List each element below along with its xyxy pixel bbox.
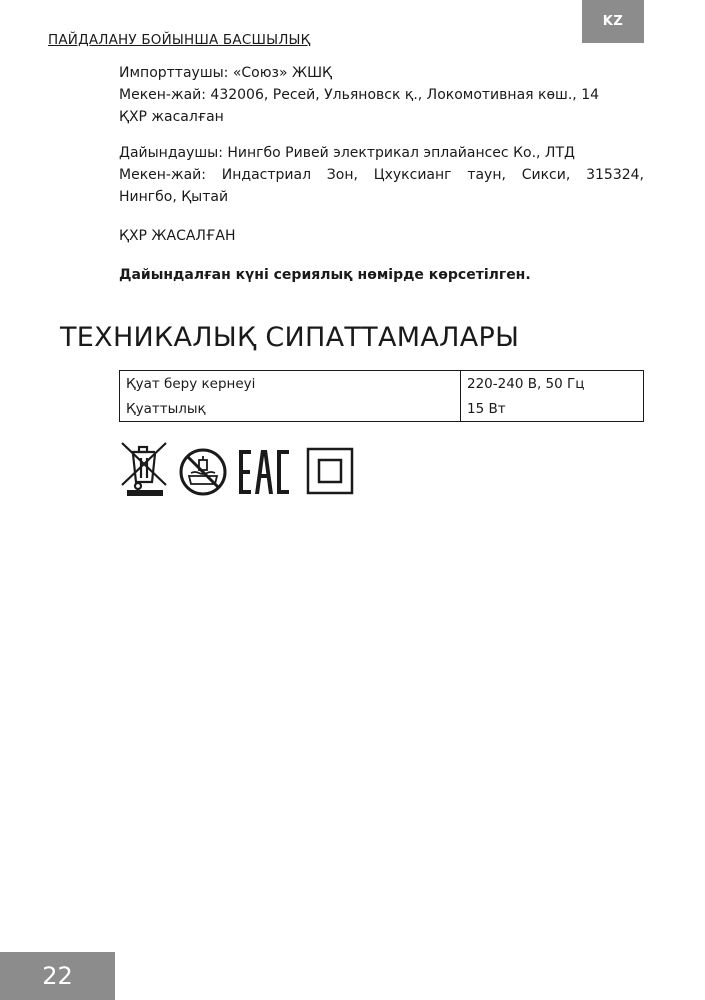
importer-block (119, 62, 644, 128)
table-row (120, 371, 644, 397)
importer-origin: ҚХР жасалған (119, 109, 224, 125)
manufacturer-block (119, 142, 644, 208)
made-in-text: ҚХР ЖАСАЛҒАН (119, 228, 236, 244)
eac-mark-icon (237, 448, 291, 496)
manufacturer-city: Нингбо, Қытай (119, 189, 229, 205)
manual-header-title: ПАЙДАЛАНУ БОЙЫНША БАСШЫЛЫҚ (48, 32, 311, 48)
spec-label: Қуаттылық (120, 396, 461, 422)
double-insulation-icon (305, 446, 355, 496)
manufacturer-name: Дайындаушы: Нингбо Ривей электрикал эплайансес Ко., ЛТД (119, 145, 575, 161)
made-in-block (119, 225, 644, 247)
spec-label: Қуат беру кернеуі (120, 371, 461, 397)
table-row (120, 396, 644, 422)
production-date-block (119, 264, 644, 286)
manufacturer-address: Мекен-жай: Индастриал Зон, Цхуксианг таун, Сикси, 315324, (119, 167, 644, 183)
specs-heading: ТЕХНИКАЛЫҚ СИПАТТАМАЛАРЫ (60, 322, 520, 353)
language-tab: KZ (582, 0, 644, 43)
importer-name: Импорттаушы: «Союз» ЖШҚ (119, 65, 332, 81)
importer-address: Мекен-жай: 432006, Ресей, Ульяновск қ., Локомотивная көш., 14 (119, 87, 600, 103)
page-number: 22 (0, 952, 115, 1000)
crossed-bin-icon (119, 440, 169, 498)
spec-value: 15 Вт (461, 396, 644, 422)
specs-table (119, 370, 644, 422)
spec-value: 220-240 В, 50 Гц (461, 371, 644, 397)
no-water-icon (177, 446, 229, 498)
production-date-note: Дайындалған күні сериялық нөмірде көрсетілген. (119, 267, 531, 283)
